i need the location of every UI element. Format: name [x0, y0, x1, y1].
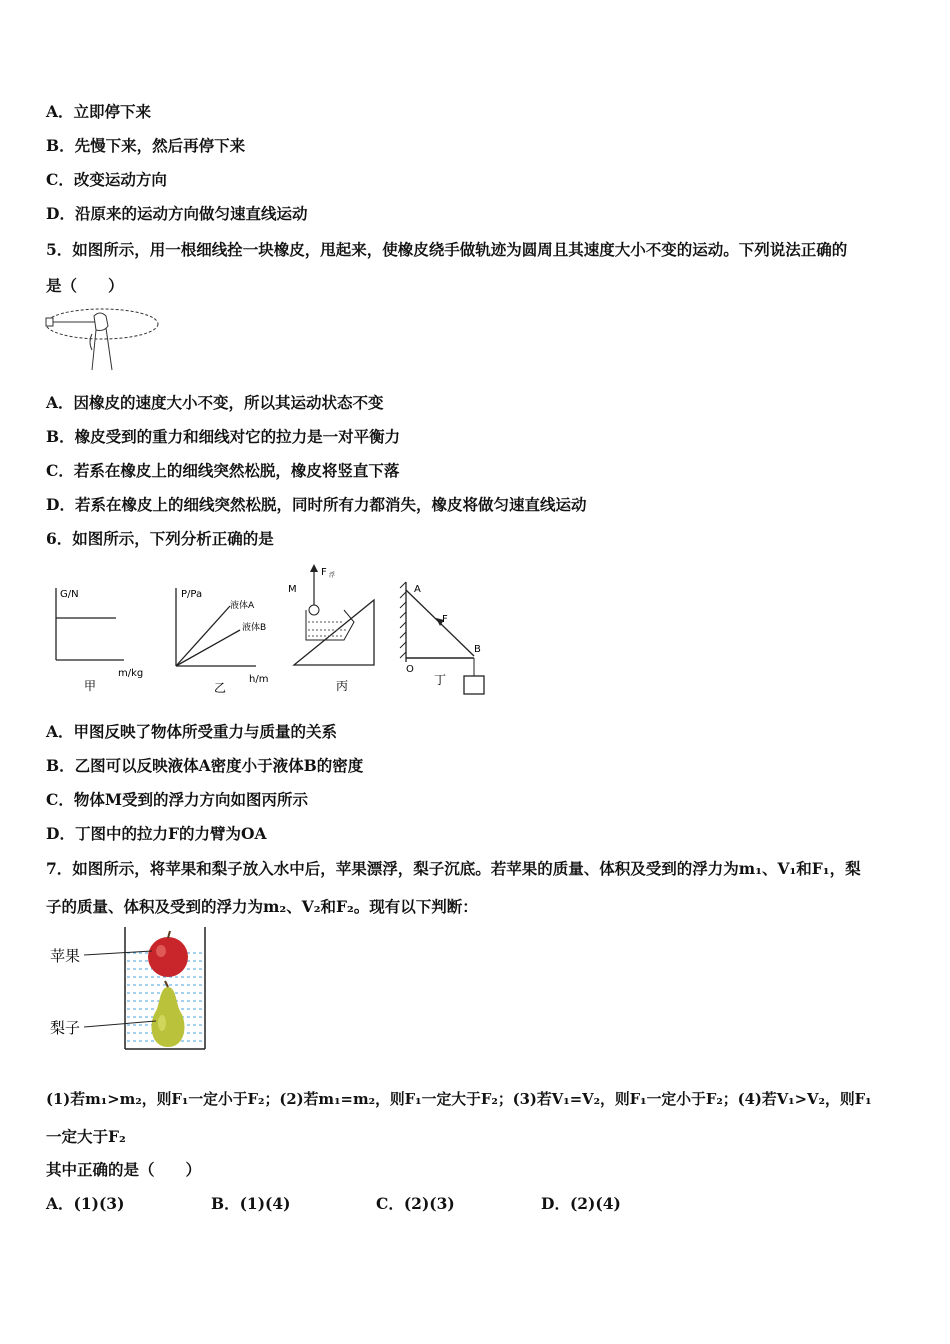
q6-figures — [44, 560, 504, 700]
q7-judge-line1: (1)若m₁>m₂，则F₁一定小于F₂；(2)若m₁=m₂，则F₁一定大于F₂；(3)若V₁=V₂，则F₁一定小于F₂；(4)若V₁>V₂，则F₁ — [46, 1091, 872, 1108]
ding-label-b: B — [474, 644, 481, 655]
q5-figure-hand-eraser — [44, 304, 164, 376]
bing-label: 丙 — [336, 679, 349, 693]
q5-stem-line2: 是（ ） — [46, 276, 124, 295]
q7-figure-apple-pear — [44, 925, 214, 1055]
q7-option-d: D．(2)(4) — [541, 1194, 621, 1213]
q6-fig-jia — [56, 588, 143, 693]
jia-axis-x: m/kg — [118, 668, 144, 679]
bing-label-f-sub: 浮 — [329, 572, 336, 579]
q5-option-d: D．若系在橡皮上的细线突然松脱，同时所有力都消失，橡皮将做匀速直线运动 — [46, 495, 587, 514]
q5-option-a: A．因橡皮的速度大小不变，所以其运动状态不变 — [46, 393, 384, 412]
q7-option-b: B．(1)(4) — [211, 1194, 291, 1213]
q7-stem-line1: 7．如图所示，将苹果和梨子放入水中后，苹果漂浮，梨子沉底。若苹果的质量、体积及受到的浮力为m₁、V₁和F₁，梨 — [46, 859, 861, 878]
q6-option-c: C．物体M受到的浮力方向如图丙所示 — [46, 790, 308, 809]
q6-stem: 6．如图所示，下列分析正确的是 — [46, 529, 274, 548]
bing-label-f: F — [321, 567, 327, 578]
pear-shape — [152, 987, 185, 1047]
q6-option-a: A．甲图反映了物体所受重力与质量的关系 — [46, 722, 338, 741]
q5-stem-line1: 5．如图所示，用一根细线拴一块橡皮，甩起来，使橡皮绕手做轨迹为圆周且其速度大小不变的运动。下列说法正确的 — [46, 240, 848, 259]
yi-label: 乙 — [214, 681, 227, 695]
yi-axis-y: P/Pa — [181, 589, 203, 600]
q4-option-d: D．沿原来的运动方向做匀速直线运动 — [46, 204, 308, 223]
ding-label-f: F — [442, 614, 448, 625]
q4-option-a: A．立即停下来 — [46, 102, 152, 121]
q7-judge-line2: 一定大于F₂ — [46, 1127, 126, 1146]
q4-option-b: B．先慢下来，然后再停下来 — [46, 136, 246, 155]
jia-label: 甲 — [84, 679, 97, 693]
q7-label-apple: 苹果 — [50, 947, 81, 965]
q7-label-pear: 梨子 — [50, 1019, 81, 1037]
q6-fig-bing — [288, 564, 374, 693]
yi-line-b-label: 液体B — [242, 623, 267, 633]
q7-option-a: A．(1)(3) — [46, 1194, 125, 1213]
q6-option-d: D．丁图中的拉力F的力臂为OA — [46, 824, 267, 843]
jia-axis-y: G/N — [60, 589, 79, 600]
q6-fig-ding — [400, 582, 484, 694]
q6-fig-yi — [176, 588, 268, 695]
bing-label-m: M — [288, 584, 297, 595]
q4-option-c: C．改变运动方向 — [46, 170, 167, 189]
q5-option-c: C．若系在橡皮上的细线突然松脱，橡皮将竖直下落 — [46, 461, 400, 480]
q7-stem-line2: 子的质量、体积及受到的浮力为m₂、V₂和F₂。现有以下判断： — [46, 897, 478, 916]
yi-line-a-label: 液体A — [230, 601, 255, 611]
q7-ask: 其中正确的是（ ） — [46, 1160, 202, 1179]
apple-shape — [148, 937, 188, 977]
yi-axis-x: h/m — [249, 674, 269, 685]
q5-option-b: B．橡皮受到的重力和细线对它的拉力是一对平衡力 — [46, 427, 401, 446]
q6-option-b: B．乙图可以反映液体A密度小于液体B的密度 — [46, 756, 364, 775]
q7-option-c: C．(2)(3) — [376, 1194, 455, 1213]
ding-label: 丁 — [434, 673, 447, 687]
ding-label-a: A — [414, 584, 421, 595]
ding-label-o: O — [406, 664, 414, 675]
